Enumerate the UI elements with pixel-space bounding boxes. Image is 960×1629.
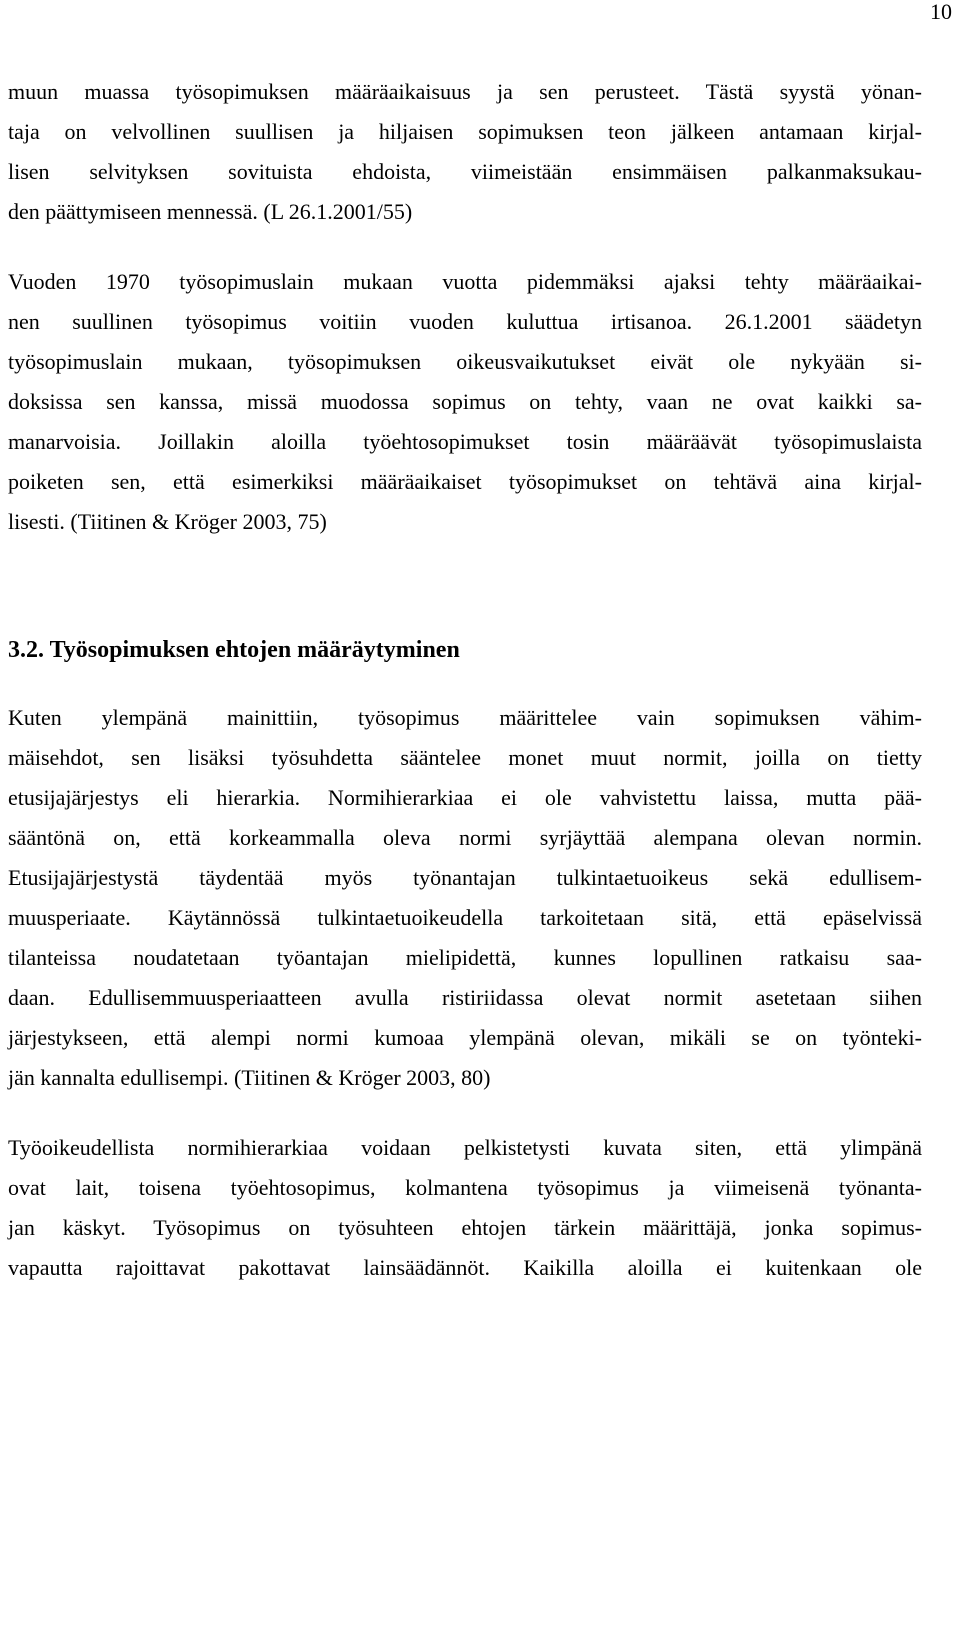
text-line: taja on velvollinen suullisen ja hiljaisen sopimuksen teon jälkeen antamaan kirjal- [8,119,922,144]
text-line: Työoikeudellista normihierarkiaa voidaan pelkistetysti kuvata siten, että ylimpänä [8,1135,922,1160]
text-line: etusijajärjestys eli hierarkia. Normihierarkiaa ei ole vahvistettu laissa, mutta pää- [8,785,922,810]
text-line: Vuoden 1970 työsopimuslain mukaan vuotta pidemmäksi ajaksi tehty määräaikai- [8,269,922,294]
text-line: muusperiaate. Käytännössä tulkintaetuoikeudella tarkoitetaan sitä, että epäselvissä [8,905,922,930]
page-number: 10 [930,0,952,24]
text-line: den päättymiseen mennessä. (L 26.1.2001/55) [8,199,413,224]
text-line: nen suullinen työsopimus voitiin vuoden kuluttua irtisanoa. 26.1.2001 säädetyn [8,309,922,334]
text-line: jän kannalta edullisempi. (Tiitinen & Kröger 2003, 80) [8,1065,491,1090]
text-line: sääntönä on, että korkeammalla oleva normi syrjäyttää alempana olevan normin. [8,825,922,850]
text-line: järjestykseen, että alempi normi kumoaa ylempänä olevan, mikäli se on työnteki- [8,1025,922,1050]
text-line: poiketen sen, että esimerkiksi määräaikaiset työsopimukset on tehtävä aina kirjal- [8,469,922,494]
text-line: vapautta rajoittavat pakottavat lainsäädännöt. Kaikilla aloilla ei kuitenkaan ole [8,1255,922,1280]
text-line: tilanteissa noudatetaan työantajan mielipidettä, kunnes lopullinen ratkaisu saa- [8,945,922,970]
text-line: lisesti. (Tiitinen & Kröger 2003, 75) [8,509,327,534]
text-line: muun muassa työsopimuksen määräaikaisuus ja sen perusteet. Tästä syystä yönan- [8,79,922,104]
text-line: ovat lait, toisena työehtosopimus, kolmantena työsopimus ja viimeisenä työnanta- [8,1175,922,1200]
text-line: Kuten ylempänä mainittiin, työsopimus määrittelee vain sopimuksen vähim- [8,705,922,730]
paragraph-3 [8,698,922,1098]
text-line: doksissa sen kanssa, missä muodossa sopimus on tehty, vaan ne ovat kaikki sa- [8,389,922,414]
paragraph-4 [8,1128,922,1288]
text-line: työsopimuslain mukaan, työsopimuksen oikeusvaikutukset eivät ole nykyään si- [8,349,922,374]
text-line: manarvoisia. Joillakin aloilla työehtosopimukset tosin määräävät työsopimuslaista [8,429,922,454]
section-heading: 3.2. Työsopimuksen ehtojen määräytyminen [8,637,460,663]
paragraph-2 [8,262,922,542]
text-line: lisen selvityksen sovituista ehdoista, viimeistään ensimmäisen palkanmaksukau- [8,159,922,184]
document-body [8,72,922,1288]
text-line: Etusijajärjestystä täydentää myös työnantajan tulkintaetuoikeus sekä edullisem- [8,865,922,890]
text-line: jan käskyt. Työsopimus on työsuhteen ehtojen tärkein määrittäjä, jonka sopimus- [8,1215,922,1240]
text-line: mäisehdot, sen lisäksi työsuhdetta sääntelee monet muut normit, joilla on tietty [8,745,922,770]
text-line: daan. Edullisemmuusperiaatteen avulla ristiriidassa olevat normit asetetaan siihen [8,985,922,1010]
paragraph-1 [8,72,922,232]
